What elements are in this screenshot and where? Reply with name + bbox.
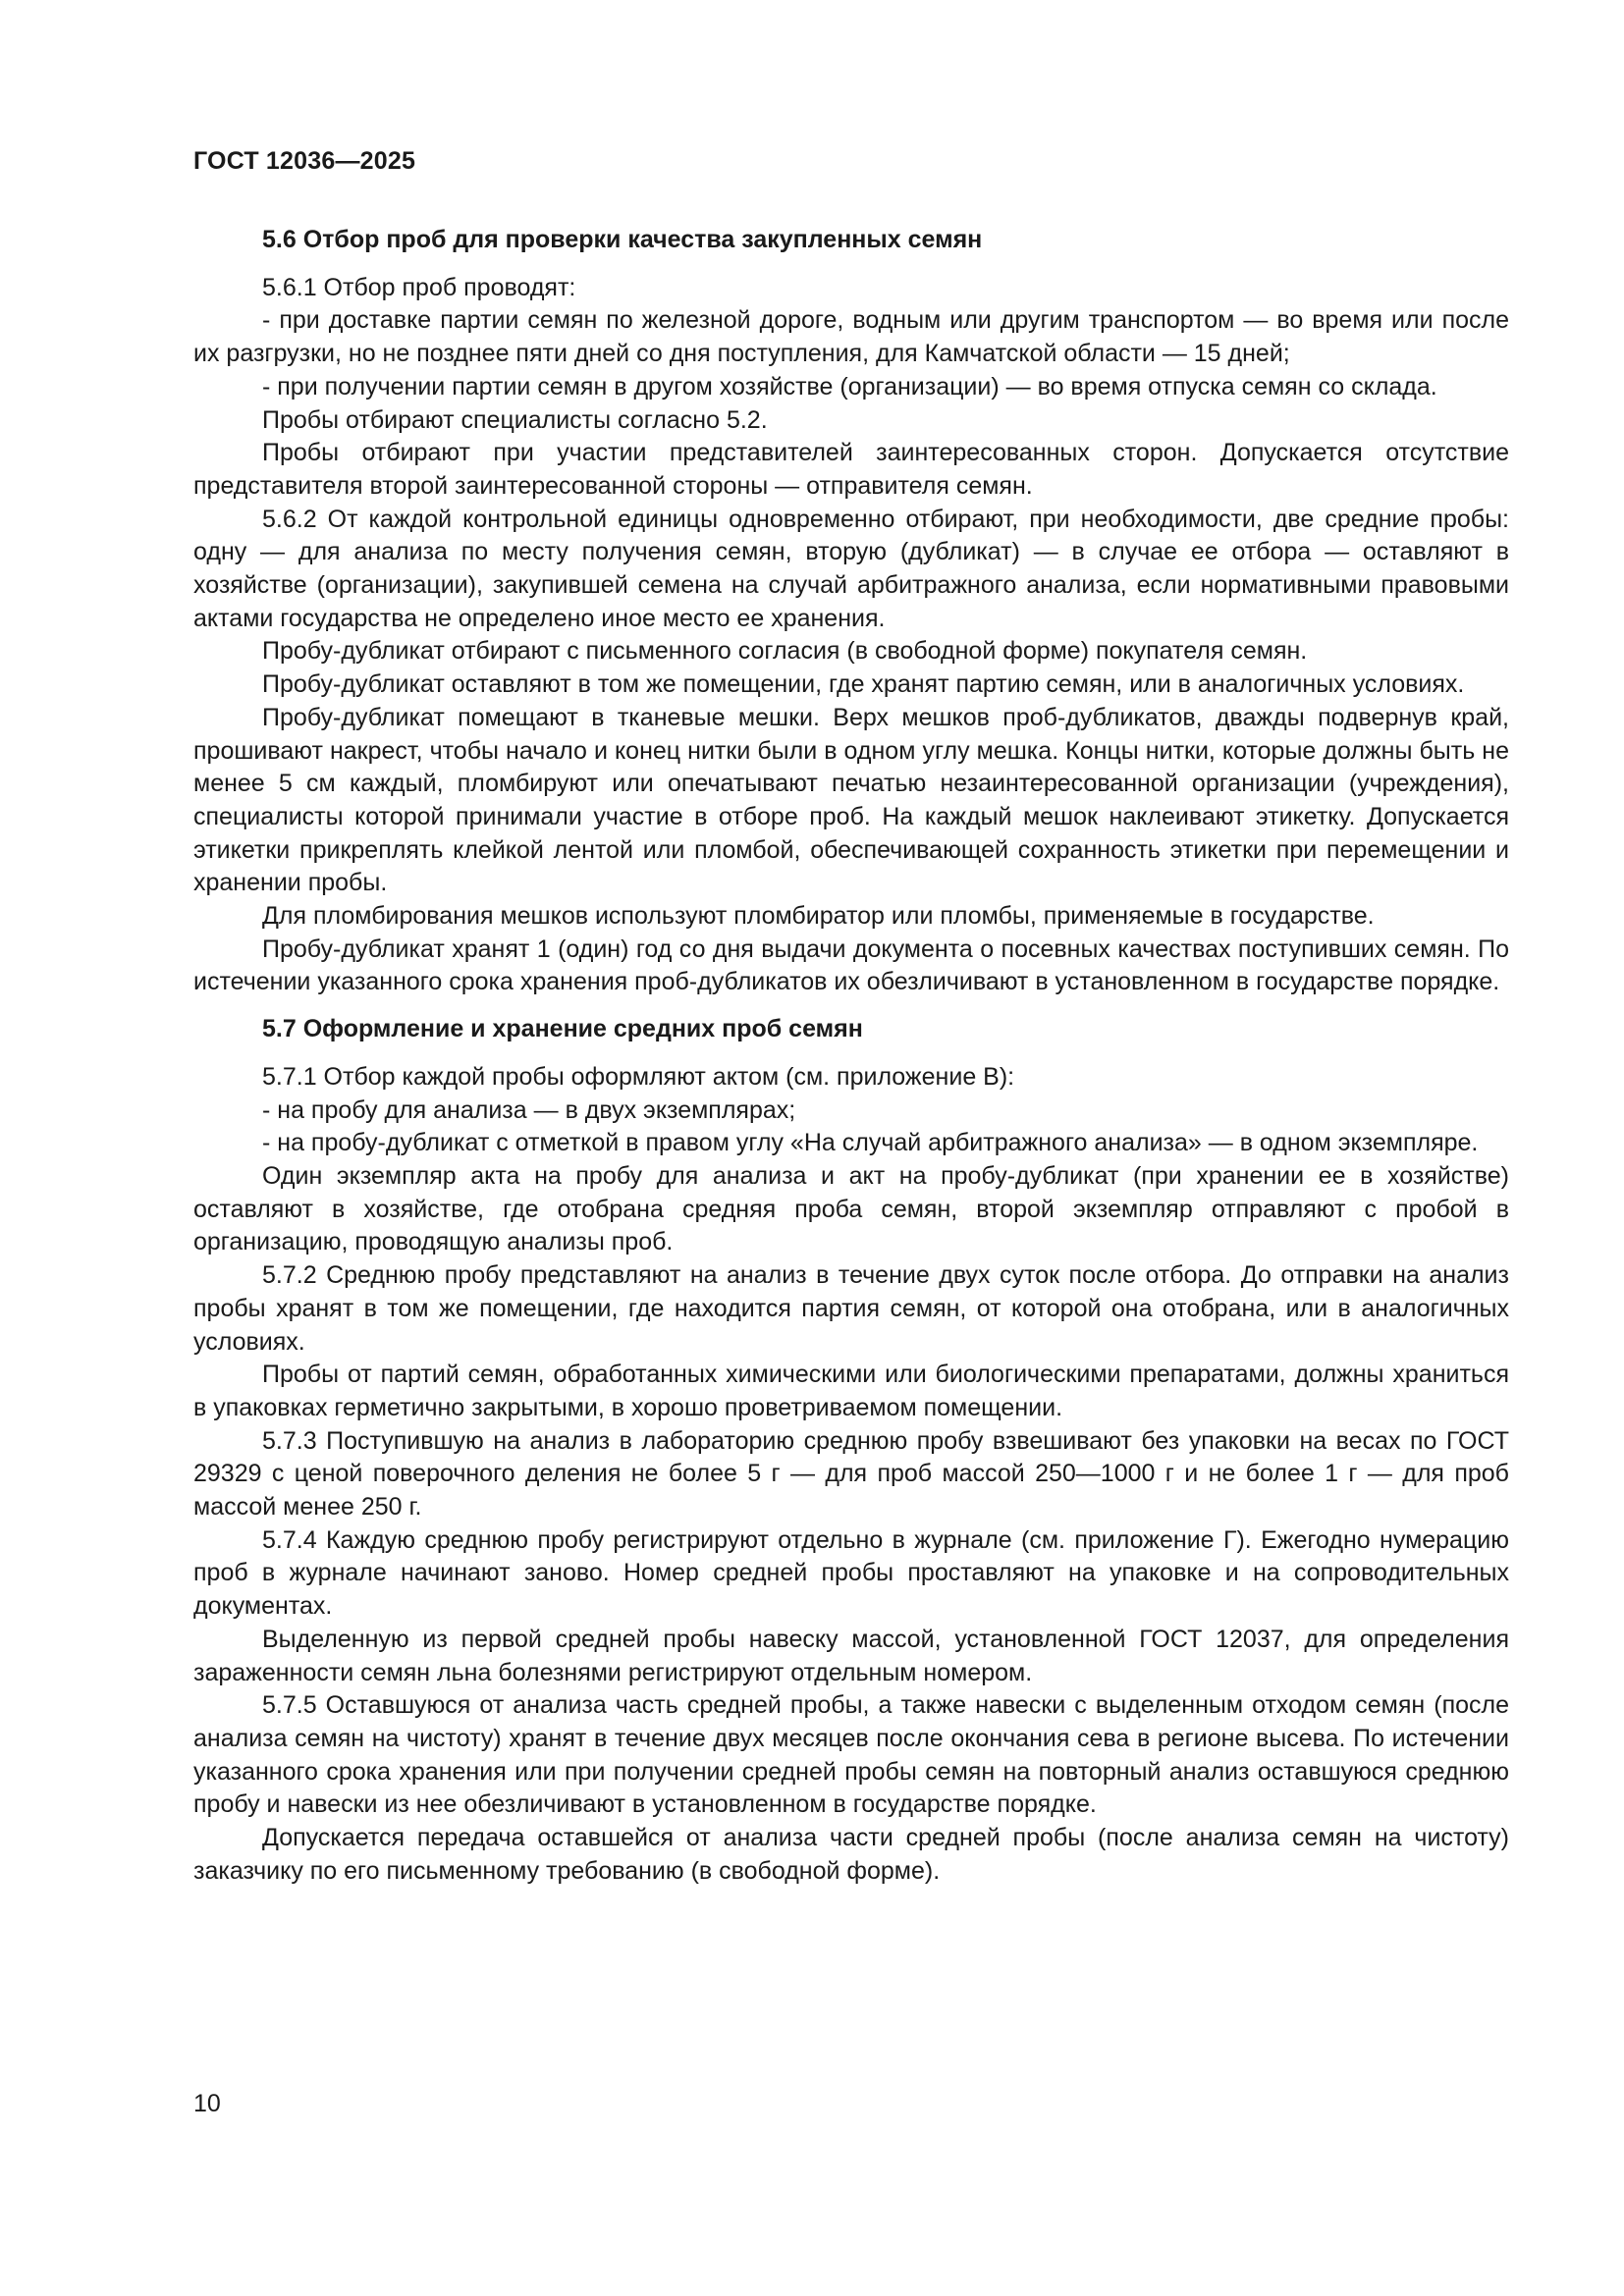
section-heading: 5.6 Отбор проб для проверки качества закупленных семян: [262, 226, 983, 253]
paragraph: Пробу-дубликат помещают в тканевые мешки. Верх мешков проб-дубликатов, дважды подвернув край, прошивают накрест, чтобы начало и конец нитки были в одном углу мешка. Концы нитки, которые должны быть не менее 5 см каждый, пломбируют или опечатывают печатью незаинтересованной организации (учреждения), специалисты которой принимали участие в отборе проб. На каждый мешок наклеивают этикетку. Допускается этикетки прикреплять клейкой лентой или пломбой, обеспечивающей сохранность этикетки при перемещении и хранении пробы.: [193, 703, 1509, 897]
list-item: - на пробу-дубликат с отметкой в правом углу «На случай арбитражного анализа» — в одном экземпляре.: [262, 1129, 1479, 1157]
list-item: - при доставке партии семян по железной дороге, водным или другим транспортом — во время или после их разгрузки, но не позднее пяти дней со дня поступления, для Камчатской области — 15 дней;: [193, 306, 1509, 368]
section-body: [193, 272, 1509, 999]
section-5-6: [193, 224, 1509, 999]
paragraph: 5.6.2 От каждой контрольной единицы одновременно отбирают, при необходимости, две средние пробы: одну — для анализа по месту получения семян, вторую (дубликат) — в случае ее отбора — оставляют в хозяйстве (организации), закупившей семена на случай арбитражного анализа, если нормативными правовыми актами государства не определено иное место ее хранения.: [193, 505, 1509, 632]
paragraph: 5.6.1 Отбор проб проводят:: [262, 273, 576, 301]
page-number: 10: [193, 2090, 221, 2117]
paragraph: Допускается передача оставшейся от анализа части средней пробы (после анализа семян на чистоту) заказчику по его письменному требованию (в свободной форме).: [193, 1824, 1509, 1885]
document-header: ГОСТ 12036—2025: [193, 147, 416, 175]
paragraph: 5.7.1 Отбор каждой пробы оформляют актом (см. приложение В):: [262, 1062, 1015, 1091]
paragraph: Один экземпляр акта на пробу для анализа и акт на пробу-дубликат (при хранении ее в хозяйстве) оставляют в хозяйстве, где отобрана средняя проба семян, второй экземпляр отправляют с пробой в организацию, проводящую анализы проб.: [193, 1161, 1509, 1256]
list-item: - на пробу для анализа — в двух экземплярах;: [262, 1095, 796, 1124]
paragraph: 5.7.3 Поступившую на анализ в лабораторию среднюю пробу взвешивают без упаковки на весах по ГОСТ 29329 с ценой поверочного деления не более 5 г — для проб массой 250—1000 г и не более 1 г — для проб массой менее 250 г.: [193, 1426, 1509, 1522]
paragraph: Пробу-дубликат отбирают с письменного согласия (в свободной форме) покупателя семян.: [262, 637, 1308, 666]
paragraph: Пробы отбирают при участии представителей заинтересованных сторон. Допускается отсутствие представителя второй заинтересованной стороны — отправителя семян.: [193, 439, 1509, 500]
paragraph: Для пломбирования мешков используют пломбиратор или пломбы, применяемые в государстве.: [262, 902, 1375, 931]
paragraph: Пробы от партий семян, обработанных химическими или биологическими препаратами, должны храниться в упаковках герметично закрытыми, в хорошо проветриваемом помещении.: [193, 1361, 1509, 1421]
paragraph: 5.7.5 Оставшуюся от анализа часть средней пробы, а также навески с выделенным отходом семян (после анализа семян на чистоту) хранят в течение двух месяцев после окончания сева в регионе высева. По истечении указанного срока хранения или при получении средней пробы семян на повторный анализ оставшуюся среднюю пробу и навески из нее обезличивают в установленном в государстве порядке.: [193, 1691, 1509, 1819]
paragraph: 5.7.2 Среднюю пробу представляют на анализ в течение двух суток после отбора. До отправки на анализ пробы хранят в том же помещении, где находится партия семян, от которой она отобрана, или в аналогичных условиях.: [193, 1261, 1509, 1356]
paragraph: 5.7.4 Каждую среднюю пробу регистрируют отдельно в журнале (см. приложение Г). Ежегодно нумерацию проб в журнале начинают заново. Номер средней пробы проставляют на упаковке и на сопроводительных документах.: [193, 1525, 1509, 1621]
paragraph: Выделенную из первой средней пробы навеску массой, установленной ГОСТ 12037, для определения зараженности семян льна болезнями регистрируют отдельным номером.: [193, 1625, 1509, 1686]
section-heading: 5.7 Оформление и хранение средних проб семян: [262, 1015, 863, 1043]
list-item: - при получении партии семян в другом хозяйстве (организации) — во время отпуска семян со склада.: [262, 372, 1437, 400]
paragraph: Пробу-дубликат оставляют в том же помещении, где хранят партию семян, или в аналогичных условиях.: [262, 670, 1465, 699]
paragraph: Пробу-дубликат хранят 1 (один) год со дня выдачи документа о посевных качествах поступивших семян. По истечении указанного срока хранения проб-дубликатов их обезличивают в установленном в государстве порядке.: [193, 934, 1509, 996]
section-5-7: [193, 1013, 1509, 1888]
paragraph: Пробы отбирают специалисты согласно 5.2.: [262, 405, 768, 434]
document-body: [193, 224, 1509, 1888]
section-body: [193, 1061, 1509, 1889]
